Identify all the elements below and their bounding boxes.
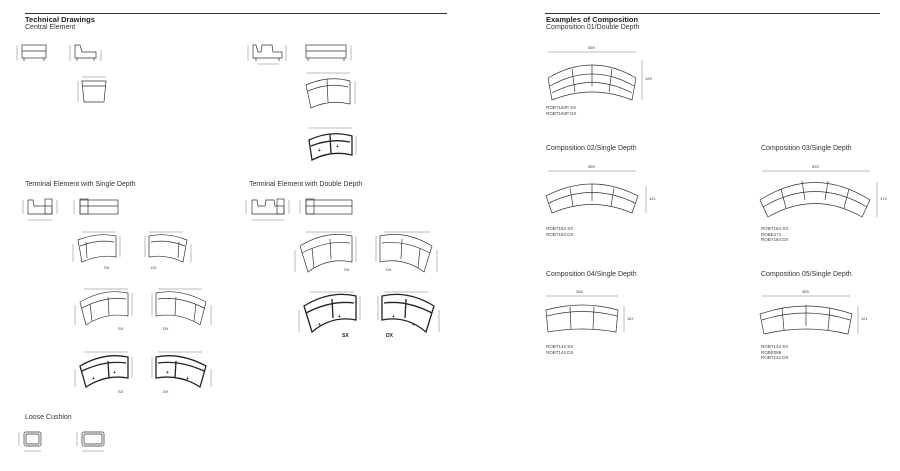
- svg-text:+: +: [186, 376, 189, 382]
- terminal-single-top-sx-cushions: [75, 352, 132, 394]
- dx-label: DX: [386, 333, 393, 339]
- terminal-single-side-view: [23, 199, 57, 220]
- central-double-top-curved: [306, 73, 355, 108]
- composition-05-depth: 121: [861, 316, 868, 321]
- code: ROBT184 SX: [761, 226, 789, 231]
- loose-cushion-square: [19, 432, 41, 451]
- composition-03-drawing: [760, 164, 887, 217]
- technical-drawings-heading: Technical Drawings: [25, 15, 95, 24]
- terminal-double-side-view: [246, 199, 289, 220]
- composition-01-title: Composition 01/Double Depth: [546, 24, 640, 31]
- svg-text:+: +: [166, 370, 169, 376]
- composition-03-depth: 174: [880, 196, 887, 201]
- svg-text:+: +: [338, 314, 341, 320]
- svg-text:+: +: [336, 144, 339, 150]
- composition-01-width: 359: [588, 45, 595, 50]
- svg-text:+: +: [318, 322, 321, 328]
- terminal-double-depth-label: Terminal Element with Double Depth: [249, 181, 363, 188]
- composition-02-title: Composition 02/Single Depth: [546, 145, 637, 152]
- loose-cushion-label: Loose Cushion: [25, 414, 72, 421]
- composition-02-depth: 121: [649, 196, 656, 201]
- composition-01-drawing: [548, 45, 652, 100]
- dx-label: DX: [163, 326, 169, 331]
- central-double-side-view: [248, 45, 286, 64]
- composition-04-depth: 167: [627, 316, 634, 321]
- central-element-front-view: [17, 45, 46, 61]
- composition-04-drawing: [546, 289, 634, 332]
- svg-text:+: +: [412, 322, 415, 328]
- svg-text:+: +: [392, 314, 395, 320]
- sx-label: SX: [118, 326, 124, 331]
- code: ROBE086: [761, 349, 782, 355]
- code: ROBT142 DX: [546, 349, 574, 355]
- composition-04-title: Composition 04/Single Depth: [546, 271, 637, 278]
- terminal-single-top-sx: [73, 232, 120, 270]
- terminal-double-top-sx: [295, 232, 356, 272]
- code: ROBT142 SX: [761, 344, 789, 349]
- dx-label: DX: [163, 389, 169, 394]
- code: ROBT142 DX: [761, 355, 789, 360]
- svg-text:+: +: [113, 370, 116, 376]
- svg-text:+: +: [318, 148, 321, 154]
- sx-label: SX: [342, 333, 349, 339]
- central-element-top-view: [78, 77, 106, 102]
- central-element-label: Central Element: [25, 24, 76, 31]
- dx-label: DX: [386, 267, 392, 272]
- composition-03-title: Composition 03/Single Depth: [761, 145, 852, 152]
- terminal-single-top-sx-wide: [75, 289, 132, 331]
- terminal-single-top-dx-cushions: [152, 352, 211, 394]
- composition-02-drawing: [546, 164, 656, 213]
- composition-03-width: 593: [812, 164, 819, 169]
- composition-05-width: 359: [802, 289, 809, 294]
- code: ROBT184 DX: [546, 231, 574, 237]
- terminal-double-front-view: [300, 199, 352, 214]
- code: ROBT184 DX: [761, 237, 789, 242]
- terminal-double-top-dx: [376, 232, 437, 272]
- composition-05-drawing: [760, 289, 868, 334]
- sx-label: SX: [104, 265, 110, 270]
- dx-label: DX: [151, 265, 157, 270]
- composition-05-title: Composition 05/Single Depth: [761, 271, 852, 278]
- terminal-single-top-dx-wide: [152, 289, 211, 331]
- terminal-double-top-dx-cushions: [378, 292, 439, 339]
- svg-text:+: +: [92, 376, 95, 382]
- code: ROBT184 SX: [546, 226, 574, 231]
- terminal-double-top-sx-cushions: [299, 292, 360, 339]
- terminal-single-depth-label: Terminal Element with Single Depth: [25, 181, 136, 188]
- terminal-single-top-dx: [145, 232, 191, 270]
- code: ROBT142 SX: [546, 344, 574, 349]
- examples-heading: Examples of Composition: [546, 15, 639, 24]
- composition-02-width: 359: [588, 164, 595, 169]
- loose-cushion-rect: [77, 432, 104, 451]
- code: ROBT184P SX: [546, 105, 577, 110]
- sx-label: SX: [344, 267, 350, 272]
- central-double-front-view: [306, 45, 351, 61]
- code: ROBE171: [761, 231, 782, 237]
- composition-04-width: 284: [576, 289, 583, 294]
- composition-01-depth: 129: [645, 76, 652, 81]
- terminal-single-front-view: [74, 199, 118, 214]
- sx-label: SX: [118, 389, 124, 394]
- central-double-top-curved-cushions: [309, 128, 356, 160]
- code: ROBT184P DX: [546, 110, 577, 116]
- central-element-side-view: [70, 45, 101, 61]
